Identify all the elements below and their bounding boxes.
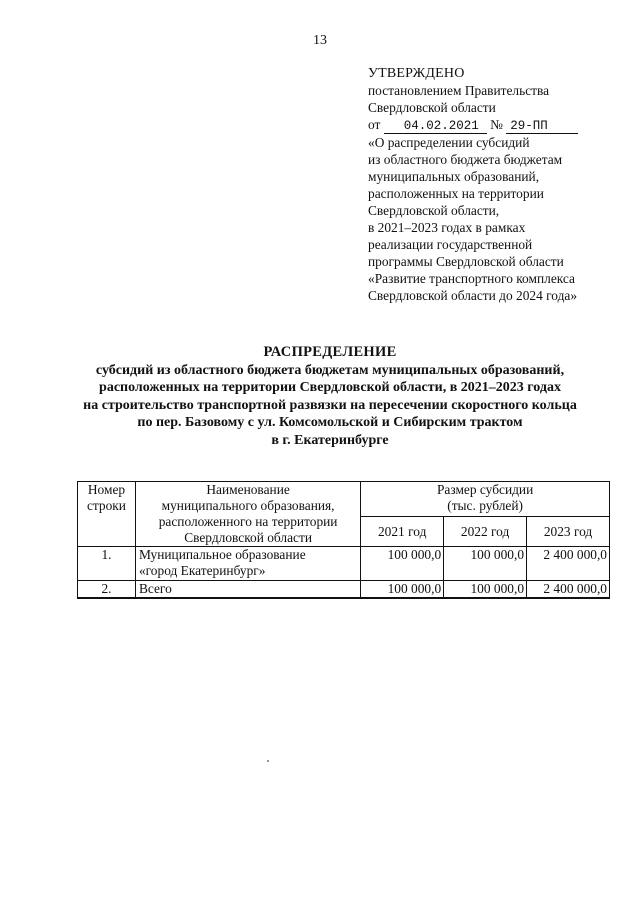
subsidy-table — [77, 481, 610, 599]
subject-line: программы Свердловской области — [368, 254, 564, 269]
title-main: РАСПРЕДЕЛЕНИЕ — [263, 344, 397, 360]
subject-line: реализации государственной — [368, 237, 533, 252]
total-label: Всего — [135, 581, 360, 599]
document-title — [40, 344, 620, 449]
value-cell: 2 400 000,0 — [527, 547, 610, 581]
table-row-total — [78, 581, 610, 599]
approval-line: постановлением Правительства — [368, 83, 550, 98]
subject-line: в 2021–2023 годах в рамках — [368, 220, 526, 235]
row-number: 1. — [78, 547, 136, 581]
header-subsidy-amount: Размер субсидии (тыс. рублей) — [361, 482, 610, 517]
subject-line: «Развитие транспортного комплекса — [368, 271, 575, 286]
title-line: на строительство транспортной развязки на пересечении скоростного кольца — [83, 397, 577, 413]
subject-line: из областного бюджета бюджетам — [368, 152, 563, 167]
approval-number: 29-ПП — [506, 119, 578, 134]
approval-heading: УТВЕРЖДЕНО — [368, 66, 465, 81]
approval-line: Свердловской области — [368, 100, 496, 115]
value-cell: 100 000,0 — [361, 547, 444, 581]
title-line: расположенных на территории Свердловской области, в 2021–2023 годах — [99, 380, 561, 395]
title-line: в г. Екатеринбурге — [271, 432, 389, 448]
approval-date-line — [368, 116, 630, 134]
table-header-row — [78, 482, 610, 517]
header-year: 2023 год — [527, 517, 610, 547]
row-number: 2. — [78, 581, 136, 599]
municipality-name: Муниципальное образование «город Екатеринбург» — [135, 547, 360, 581]
page-number: 13 — [313, 33, 327, 48]
approval-date: 04.02.2021 — [384, 119, 487, 134]
header-year: 2021 год — [361, 517, 444, 547]
title-line: по пер. Базовому с ул. Комсомольской и Сибирским трактом — [137, 415, 523, 430]
value-cell: 2 400 000,0 — [527, 581, 610, 599]
date-prefix: от — [368, 117, 381, 132]
subject-line: муниципальных образований, — [368, 169, 540, 184]
header-row-number: Номер строки — [78, 482, 136, 547]
title-line: субсидий из областного бюджета бюджетам муниципальных образований, — [95, 362, 565, 378]
subject-line: расположенных на территории — [368, 186, 544, 201]
value-cell: 100 000,0 — [361, 581, 444, 599]
scan-speck — [267, 760, 269, 762]
subject-line: Свердловской области до 2024 года» — [368, 288, 578, 303]
value-cell: 100 000,0 — [444, 581, 527, 599]
subject-line: «О распределении субсидий — [368, 135, 530, 150]
header-municipality: Наименование муниципального образования, расположенного на территории Свердловской области — [135, 482, 360, 547]
number-prefix: № — [490, 117, 503, 132]
table-row — [78, 547, 610, 581]
value-cell: 100 000,0 — [444, 547, 527, 581]
approval-stamp — [368, 65, 630, 304]
subject-line: Свердловской области, — [368, 203, 500, 218]
header-year: 2022 год — [444, 517, 527, 547]
